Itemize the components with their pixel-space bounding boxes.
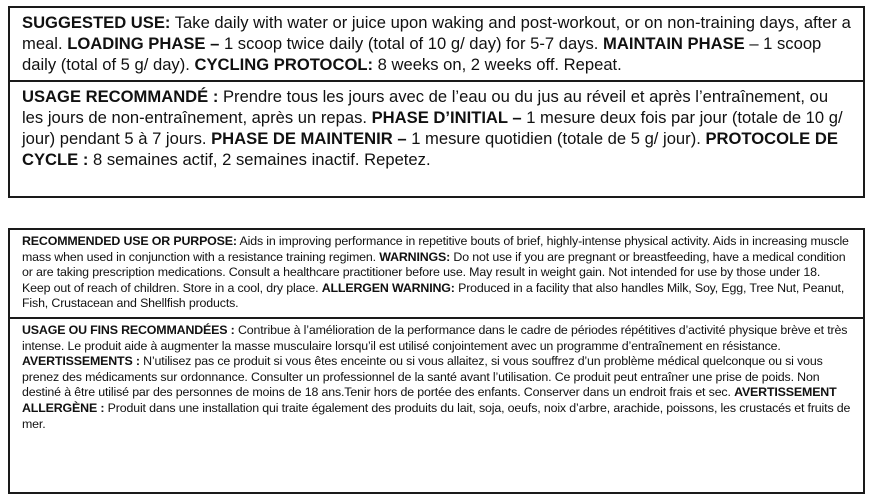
cycling-protocol-heading: CYCLING PROTOCOL: <box>194 55 374 74</box>
phase-maintenir-text: 1 mesure quotidien (totale de 5 g/ jour). <box>406 129 706 148</box>
phase-initial-heading: PHASE D’INITIAL – <box>371 108 522 127</box>
maintain-phase-text: – 1 scoop daily (total of 5 g/ day). <box>22 34 822 74</box>
usage-recommande-text: Prendre tous les jours avec de l’eau ou du jus au réveil et après l’entraînement, ou les jours de non-entraînement, après un repas. <box>22 87 829 127</box>
avertissement-allergene-heading: AVERTISSEMENT ALLERGÈNE : <box>22 385 837 415</box>
recommended-use-text: Aids in improving performance in repetitive bouts of brief, highly-intense physical activity. Aids in increasing muscle mass when used in conjunction with a resistance training regimen. <box>22 234 849 264</box>
allergen-warning-text: Produced in a facility that also handles Milk, Soy, Egg, Tree Nut, Peanut, Fish, Crustacean and Shellfish products. <box>22 280 845 311</box>
avertissement-allergene-text: Produit dans une installation qui traite également des produits du lait, soja, oeufs, noix d’arbre, arachide, poissons, les crustacés et fruits de mer. <box>22 400 851 431</box>
warnings-french <box>10 319 863 432</box>
protocole-cycle-text: 8 semaines actif, 2 semaines inactif. Repetez. <box>88 150 431 169</box>
usage-fins-heading: USAGE OU FINS RECOMMANDÉES : <box>22 322 235 337</box>
cycling-protocol-text: 8 weeks on, 2 weeks off. Repeat. <box>373 55 622 74</box>
warnings-heading: WARNINGS: <box>379 249 451 264</box>
avertissements-text: N’utilisez pas ce produit si vous êtes enceinte ou si vous allaitez, si vous souffrez d’un problème médical quelconque ou si vous prenez des médicaments sur ordonnance. Consulter un professionnel de la santé avant l’utilisation. Ce produit peut entraîner une prise de poids. Non destiné à être utilisé par des personnes de moins de 18 ans.Tenir hors de portée des enfants. Conserver dans un endroit frais et sec. <box>22 354 823 400</box>
maintain-phase-heading: MAINTAIN PHASE <box>603 34 745 53</box>
phase-maintenir-heading: PHASE DE MAINTENIR – <box>211 129 407 148</box>
suggested-use-french <box>10 82 863 170</box>
suggested-use-panel <box>8 6 865 198</box>
suggested-use-text: Take daily with water or juice upon waking and post-workout, or on non-training days, after a meal. <box>22 13 851 53</box>
recommended-use-heading: RECOMMENDED USE OR PURPOSE: <box>22 234 237 248</box>
allergen-warning-heading: ALLERGEN WARNING: <box>321 280 455 295</box>
phase-initial-text: 1 mesure deux fois par jour (totale de 10 g/ jour) pendant 5 à 7 jours. <box>22 108 843 148</box>
warnings-english <box>10 230 863 312</box>
loading-phase-text: 1 scoop twice daily (total of 10 g/ day) for 5-7 days. <box>219 34 604 53</box>
warnings-panel <box>8 228 865 494</box>
suggested-use-english <box>10 8 863 75</box>
usage-fins-text: Contribue à l’amélioration de la performance dans le cadre de périodes répétitives d’activité physique brève et très intense. Le produit aide à augmenter la masse musculaire lorsqu’il est utilisé conjointement avec un programme d’entraînement en résistance. <box>22 322 848 353</box>
usage-recommande-heading: USAGE RECOMMANDÉ : <box>22 87 219 106</box>
protocole-cycle-heading: PROTOCOLE DE CYCLE : <box>22 129 838 169</box>
loading-phase-heading: LOADING PHASE – <box>67 34 220 53</box>
avertissements-heading: AVERTISSEMENTS : <box>22 354 140 369</box>
suggested-use-heading: SUGGESTED USE: <box>22 13 171 32</box>
warnings-text: Do not use if you are pregnant or breastfeeding, have a medical condition or are taking prescription medications. Consult a healthcare practitioner before use. May result in weight gain. Not intended for use by those under 18. Keep out of reach of children. Store in a cool, dry place. <box>22 249 846 295</box>
